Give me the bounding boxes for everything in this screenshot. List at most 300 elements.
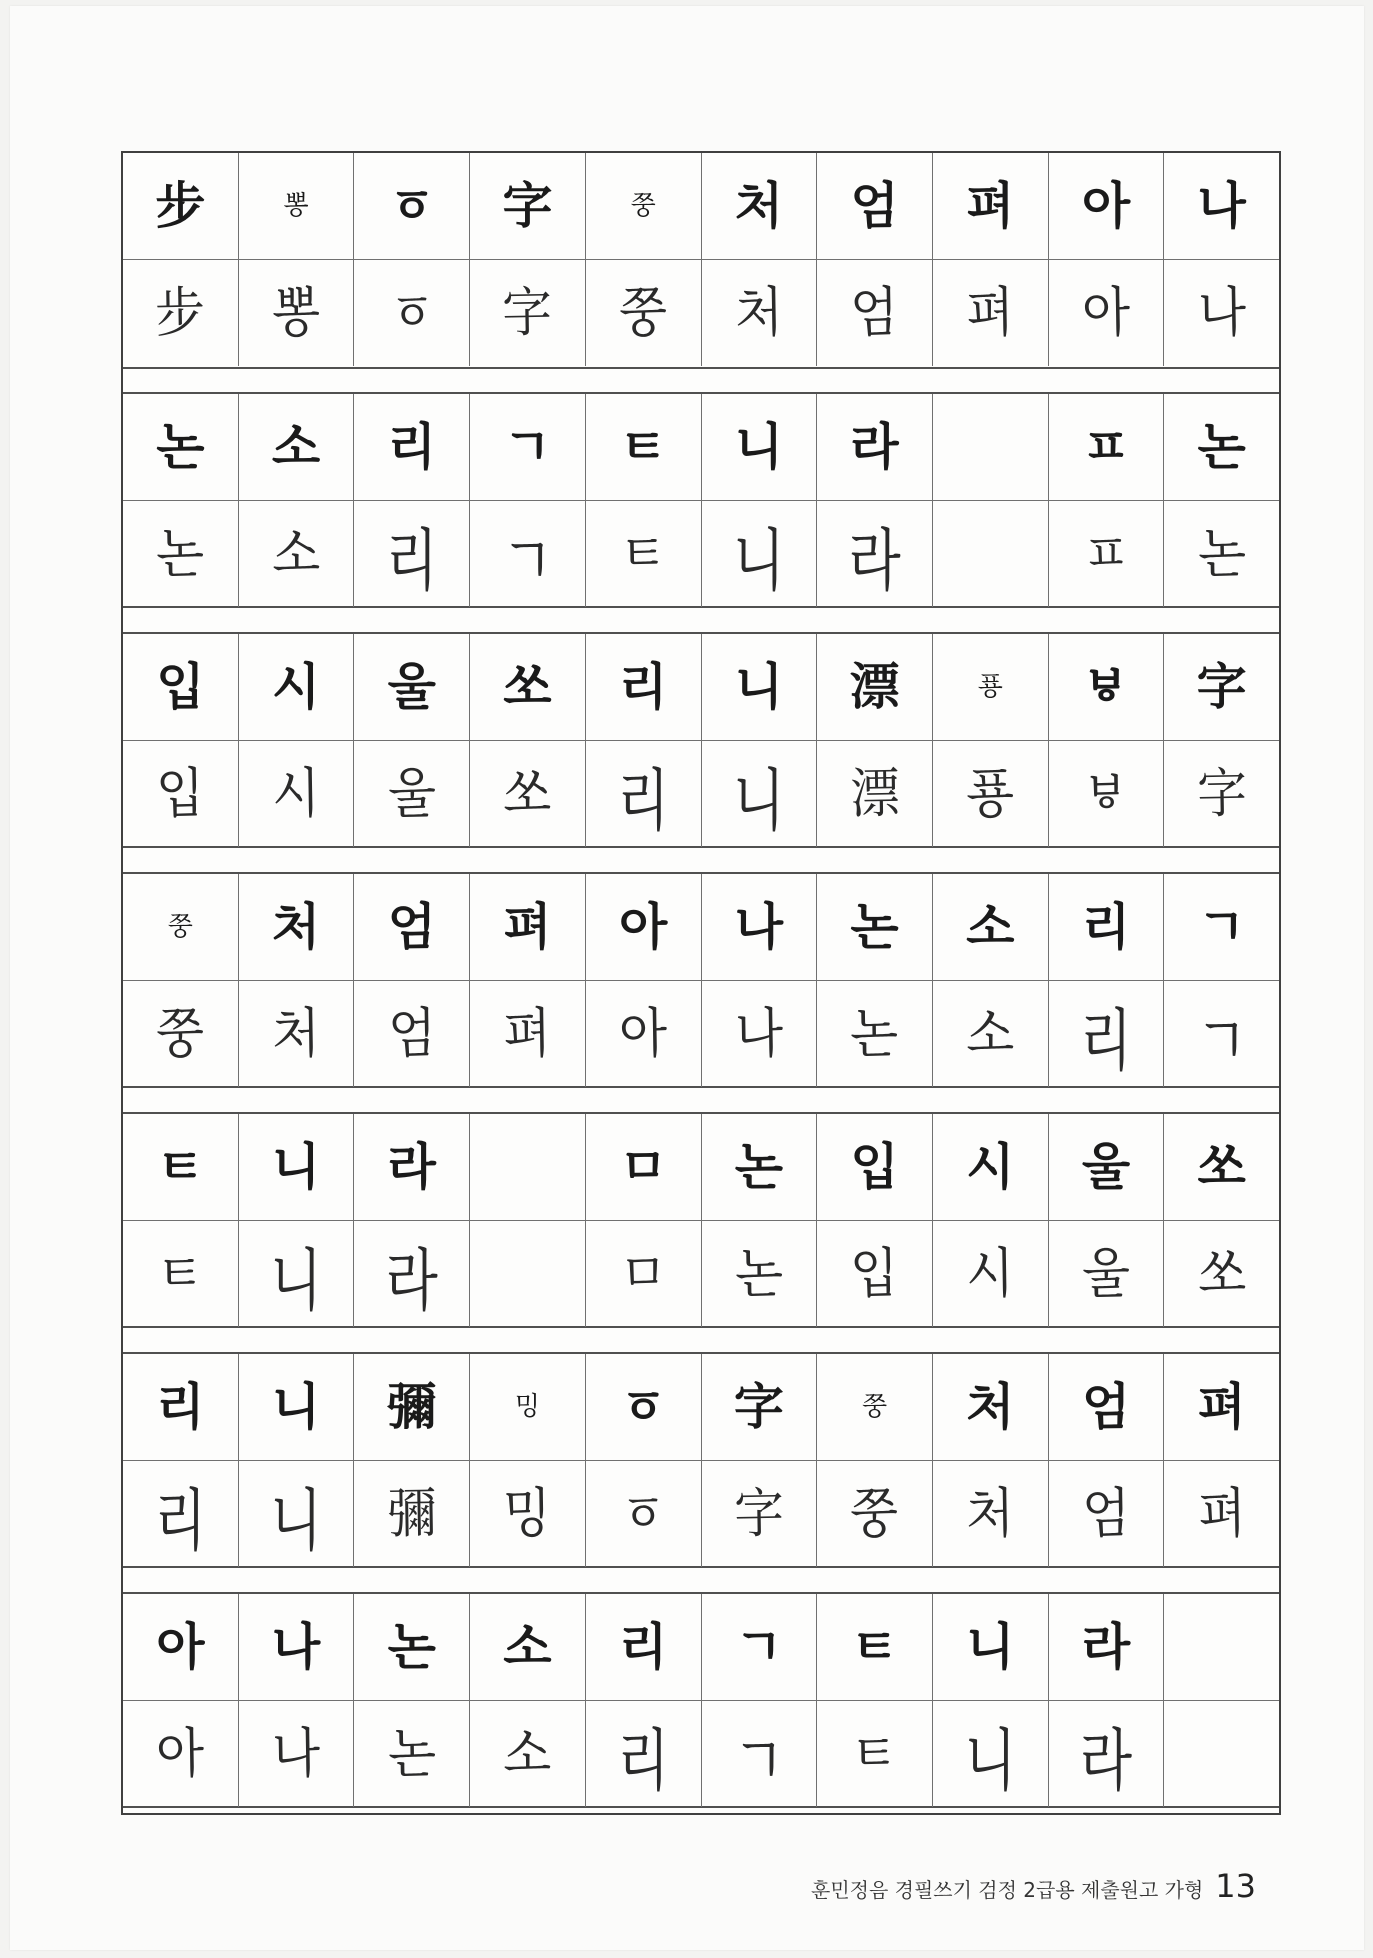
model-character: 나 bbox=[734, 898, 784, 956]
model-character: 쏘 bbox=[503, 658, 552, 716]
model-cell bbox=[123, 874, 239, 980]
handwritten-character: 푱 bbox=[965, 761, 1015, 826]
model-cell bbox=[354, 394, 470, 500]
handwritten-character: 논 bbox=[734, 1241, 784, 1306]
practice-cell bbox=[123, 1461, 239, 1567]
practice-row bbox=[123, 260, 1279, 366]
practice-row bbox=[123, 1461, 1279, 1567]
model-character: 울 bbox=[1081, 1138, 1131, 1196]
model-cell bbox=[1049, 394, 1165, 500]
grid-block-1 bbox=[123, 153, 1279, 369]
practice-cell bbox=[239, 1701, 355, 1807]
model-cell bbox=[933, 1354, 1049, 1460]
model-cell bbox=[123, 1354, 239, 1460]
handwritten-character: 리 bbox=[154, 1481, 207, 1561]
grid-block-6 bbox=[123, 1352, 1279, 1568]
model-character: 논 bbox=[734, 1138, 784, 1196]
practice-cell bbox=[817, 260, 933, 366]
model-cell bbox=[817, 1354, 933, 1460]
writing-grid bbox=[121, 151, 1281, 1815]
model-cell bbox=[123, 1594, 239, 1700]
handwritten-character: 나 bbox=[1197, 280, 1247, 345]
model-cell bbox=[1049, 1354, 1165, 1460]
practice-cell bbox=[123, 981, 239, 1087]
model-cell bbox=[817, 1114, 933, 1220]
model-cell bbox=[1049, 153, 1165, 259]
practice-cell bbox=[817, 741, 933, 847]
model-cell bbox=[1049, 634, 1165, 740]
handwritten-character: 처 bbox=[734, 280, 784, 345]
model-cell bbox=[1164, 394, 1279, 500]
model-cell bbox=[123, 394, 239, 500]
practice-cell bbox=[239, 1461, 355, 1567]
model-cell bbox=[702, 1594, 818, 1700]
handwritten-character: 아 bbox=[1081, 280, 1131, 345]
model-character: 아 bbox=[156, 1618, 205, 1676]
practice-cell bbox=[933, 981, 1049, 1087]
handwritten-character: 뽕 bbox=[271, 280, 321, 345]
model-cell bbox=[702, 153, 818, 259]
handwritten-character: 라 bbox=[848, 521, 901, 601]
practice-cell bbox=[470, 741, 586, 847]
model-cell bbox=[933, 1594, 1049, 1700]
model-character: ㅌ bbox=[619, 418, 668, 476]
model-cell bbox=[470, 153, 586, 259]
model-cell bbox=[239, 634, 355, 740]
model-character: 쏘 bbox=[1197, 1138, 1246, 1196]
handwritten-character: ㅌ bbox=[155, 1241, 205, 1306]
handwritten-character: 字 bbox=[1196, 761, 1248, 826]
model-cell bbox=[586, 153, 702, 259]
model-cell bbox=[354, 153, 470, 259]
practice-cell bbox=[239, 501, 355, 607]
practice-cell bbox=[817, 981, 933, 1087]
model-character: 리 bbox=[156, 1378, 205, 1436]
model-character: 뽕 bbox=[283, 191, 309, 221]
model-character: ㅸ bbox=[1081, 658, 1131, 716]
handwritten-character: ㄱ bbox=[1195, 1001, 1248, 1081]
model-character: 아 bbox=[1081, 177, 1131, 235]
model-cell bbox=[702, 1114, 818, 1220]
handwritten-character: 字 bbox=[502, 280, 553, 345]
handwritten-character: 리 bbox=[617, 1721, 670, 1801]
model-character: 시 bbox=[966, 1138, 1015, 1196]
practice-cell bbox=[817, 1221, 933, 1327]
model-character: 라 bbox=[1081, 1618, 1131, 1676]
model-cell bbox=[354, 634, 470, 740]
practice-cell bbox=[933, 501, 1049, 607]
practice-cell bbox=[586, 1461, 702, 1567]
practice-cell bbox=[586, 260, 702, 366]
handwritten-character: 彌 bbox=[386, 1481, 438, 1546]
practice-cell bbox=[1164, 741, 1279, 847]
model-character: 리 bbox=[619, 1618, 668, 1676]
practice-cell bbox=[702, 501, 818, 607]
practice-cell bbox=[1049, 501, 1165, 607]
model-cell bbox=[239, 153, 355, 259]
model-character: ㅍ bbox=[1081, 418, 1131, 476]
practice-cell bbox=[354, 981, 470, 1087]
model-cell bbox=[702, 874, 818, 980]
model-cell bbox=[586, 634, 702, 740]
model-character: 彌 bbox=[386, 1378, 437, 1436]
model-character: 처 bbox=[271, 898, 321, 956]
practice-cell bbox=[1049, 1461, 1165, 1567]
model-character: 울 bbox=[387, 658, 436, 716]
model-cell bbox=[817, 153, 933, 259]
model-character: 논 bbox=[156, 418, 205, 476]
handwritten-character: 리 bbox=[1079, 1001, 1133, 1081]
model-cell bbox=[470, 1354, 586, 1460]
grid-block-3 bbox=[123, 632, 1279, 848]
handwritten-character: 펴 bbox=[502, 1001, 552, 1066]
handwritten-character: 쏘 bbox=[502, 761, 552, 826]
practice-cell bbox=[586, 501, 702, 607]
practice-cell bbox=[1164, 1221, 1279, 1327]
handwritten-character: 소 bbox=[271, 521, 321, 586]
practice-cell bbox=[586, 1221, 702, 1327]
handwritten-character: 펴 bbox=[965, 280, 1015, 345]
model-character: 니 bbox=[966, 1618, 1015, 1676]
model-character: 펴 bbox=[966, 177, 1015, 235]
practice-cell bbox=[933, 741, 1049, 847]
model-character: ㆆ bbox=[619, 1378, 668, 1436]
paper-page bbox=[10, 6, 1364, 1950]
model-character: 니 bbox=[271, 1378, 321, 1436]
practice-cell bbox=[1164, 1701, 1279, 1807]
handwritten-character: 아 bbox=[618, 1001, 668, 1066]
practice-row bbox=[123, 1221, 1279, 1327]
model-cell bbox=[1164, 874, 1279, 980]
model-character: 처 bbox=[966, 1378, 1015, 1436]
model-character: 시 bbox=[271, 658, 321, 716]
handwritten-character: 리 bbox=[385, 521, 438, 601]
handwritten-character: 논 bbox=[155, 521, 205, 586]
model-cell bbox=[354, 874, 470, 980]
model-cell bbox=[239, 1594, 355, 1700]
model-character: 字 bbox=[733, 1378, 784, 1436]
model-cell bbox=[470, 874, 586, 980]
handwritten-character: 字 bbox=[733, 1481, 785, 1546]
model-character: 소 bbox=[966, 898, 1015, 956]
practice-cell bbox=[354, 260, 470, 366]
practice-cell bbox=[1164, 260, 1279, 366]
model-cell bbox=[1164, 1354, 1279, 1460]
grid-block-4 bbox=[123, 872, 1279, 1088]
practice-row bbox=[123, 741, 1279, 847]
practice-row bbox=[123, 501, 1279, 607]
handwritten-character: 쭝 bbox=[618, 280, 668, 345]
practice-cell bbox=[702, 1461, 818, 1567]
model-character: 아 bbox=[619, 898, 668, 956]
practice-cell bbox=[1049, 260, 1165, 366]
practice-cell bbox=[933, 1461, 1049, 1567]
handwritten-character: 입 bbox=[850, 1241, 900, 1306]
handwritten-character: 펴 bbox=[1197, 1481, 1247, 1546]
practice-cell bbox=[817, 501, 933, 607]
model-cell bbox=[123, 1114, 239, 1220]
model-cell bbox=[586, 1354, 702, 1460]
handwritten-character: 시 bbox=[965, 1241, 1015, 1306]
handwritten-character: ㄱ bbox=[501, 521, 554, 601]
model-cell bbox=[933, 1114, 1049, 1220]
practice-cell bbox=[586, 1701, 702, 1807]
model-cell bbox=[817, 634, 933, 740]
handwritten-character: 논 bbox=[387, 1721, 437, 1786]
model-row bbox=[123, 1594, 1279, 1701]
model-cell bbox=[702, 1354, 818, 1460]
model-character: 나 bbox=[271, 1618, 321, 1676]
model-cell bbox=[586, 394, 702, 500]
practice-cell bbox=[702, 260, 818, 366]
model-row bbox=[123, 394, 1279, 501]
model-cell bbox=[354, 1354, 470, 1460]
model-character: 字 bbox=[1196, 658, 1247, 716]
model-character: ㅌ bbox=[156, 1138, 205, 1196]
handwritten-character: 소 bbox=[502, 1721, 552, 1786]
grid-block-7 bbox=[123, 1592, 1279, 1808]
handwritten-character: 아 bbox=[155, 1721, 205, 1786]
practice-cell bbox=[354, 501, 470, 607]
model-cell bbox=[817, 874, 933, 980]
page-number: 13 bbox=[1215, 1867, 1256, 1905]
model-cell bbox=[817, 1594, 933, 1700]
handwritten-character: 처 bbox=[965, 1481, 1015, 1546]
model-cell bbox=[933, 153, 1049, 259]
model-character: 처 bbox=[734, 177, 784, 235]
model-cell bbox=[123, 634, 239, 740]
practice-cell bbox=[239, 260, 355, 366]
practice-cell bbox=[1049, 1701, 1165, 1807]
model-character: 나 bbox=[1197, 177, 1246, 235]
model-cell bbox=[1049, 1594, 1165, 1700]
handwritten-character: 밍 bbox=[502, 1481, 552, 1546]
handwritten-character: ㄱ bbox=[732, 1721, 785, 1801]
grid-block-5 bbox=[123, 1112, 1279, 1328]
handwritten-character: 엄 bbox=[387, 1001, 437, 1066]
model-cell bbox=[239, 1354, 355, 1460]
practice-cell bbox=[239, 741, 355, 847]
model-character: ㄱ bbox=[1197, 898, 1246, 956]
model-character: 리 bbox=[387, 418, 436, 476]
model-cell bbox=[586, 874, 702, 980]
model-character: 논 bbox=[387, 1618, 436, 1676]
practice-cell bbox=[817, 1461, 933, 1567]
practice-cell bbox=[470, 260, 586, 366]
practice-cell bbox=[817, 1701, 933, 1807]
model-character: 리 bbox=[619, 658, 668, 716]
model-character: ㆆ bbox=[387, 177, 436, 235]
practice-cell bbox=[470, 1461, 586, 1567]
handwritten-character: 엄 bbox=[850, 280, 900, 345]
handwritten-character: 니 bbox=[964, 1721, 1017, 1801]
practice-cell bbox=[933, 1701, 1049, 1807]
model-character: 입 bbox=[850, 1138, 899, 1196]
model-character: 라 bbox=[387, 1138, 436, 1196]
model-character: 엄 bbox=[387, 898, 436, 956]
model-cell bbox=[1049, 1114, 1165, 1220]
practice-cell bbox=[1049, 741, 1165, 847]
handwritten-character: 입 bbox=[155, 761, 205, 826]
practice-cell bbox=[354, 1221, 470, 1327]
model-cell bbox=[239, 394, 355, 500]
model-character: 논 bbox=[1197, 418, 1246, 476]
model-character: 밍 bbox=[514, 1392, 541, 1422]
practice-cell bbox=[470, 501, 586, 607]
model-character: ㅌ bbox=[850, 1618, 899, 1676]
practice-cell bbox=[702, 1221, 818, 1327]
practice-cell bbox=[354, 1461, 470, 1567]
handwritten-character: 라 bbox=[1079, 1721, 1133, 1801]
handwritten-character: 니 bbox=[732, 521, 785, 601]
handwritten-character: 나 bbox=[734, 1001, 784, 1066]
handwritten-character: 니 bbox=[732, 761, 785, 841]
practice-cell bbox=[470, 1221, 586, 1327]
handwritten-character: 쭝 bbox=[850, 1481, 900, 1546]
practice-row bbox=[123, 981, 1279, 1087]
model-cell bbox=[470, 394, 586, 500]
model-cell bbox=[1164, 634, 1279, 740]
model-character: 펴 bbox=[503, 898, 552, 956]
model-cell bbox=[123, 153, 239, 259]
model-character: 푱 bbox=[977, 672, 1003, 702]
handwritten-character: 처 bbox=[271, 1001, 321, 1066]
handwritten-character: ㆆ bbox=[618, 1481, 668, 1546]
model-character: 니 bbox=[734, 418, 784, 476]
model-cell bbox=[1164, 153, 1279, 259]
model-cell bbox=[1049, 874, 1165, 980]
practice-cell bbox=[1164, 1461, 1279, 1567]
model-character: 소 bbox=[271, 418, 321, 476]
handwritten-character: 쏘 bbox=[1197, 1241, 1247, 1306]
handwritten-character: 니 bbox=[269, 1241, 323, 1321]
model-row bbox=[123, 1114, 1279, 1221]
practice-cell bbox=[354, 741, 470, 847]
model-cell bbox=[354, 1114, 470, 1220]
model-character: 쭝 bbox=[630, 191, 656, 221]
model-character: 쭝 bbox=[167, 912, 193, 942]
model-cell bbox=[817, 394, 933, 500]
footer bbox=[811, 1867, 1256, 1905]
handwritten-character: 니 bbox=[269, 1481, 323, 1561]
model-character: ㄱ bbox=[734, 1618, 784, 1676]
practice-cell bbox=[123, 501, 239, 607]
handwritten-character: 쭝 bbox=[155, 1001, 205, 1066]
model-cell bbox=[933, 394, 1049, 500]
model-cell bbox=[470, 634, 586, 740]
model-row bbox=[123, 874, 1279, 981]
handwritten-character: 울 bbox=[1081, 1241, 1131, 1306]
handwritten-character: 엄 bbox=[1081, 1481, 1131, 1546]
model-character: 소 bbox=[503, 1618, 552, 1676]
handwritten-character: 步 bbox=[154, 280, 206, 345]
handwritten-character: ㅌ bbox=[850, 1721, 900, 1786]
model-cell bbox=[933, 634, 1049, 740]
model-character: 니 bbox=[271, 1138, 321, 1196]
model-character: 니 bbox=[734, 658, 784, 716]
handwritten-character: 라 bbox=[385, 1241, 438, 1321]
model-character: 펴 bbox=[1197, 1378, 1246, 1436]
model-cell bbox=[586, 1594, 702, 1700]
handwritten-character: 시 bbox=[271, 761, 321, 826]
practice-cell bbox=[586, 741, 702, 847]
practice-cell bbox=[123, 741, 239, 847]
model-character: 漂 bbox=[849, 658, 900, 716]
practice-cell bbox=[123, 1221, 239, 1327]
practice-cell bbox=[123, 1701, 239, 1807]
handwritten-character: ㅌ bbox=[618, 521, 668, 586]
model-character: 엄 bbox=[1081, 1378, 1131, 1436]
model-cell bbox=[239, 874, 355, 980]
model-character: ㄱ bbox=[503, 418, 552, 476]
handwritten-character: 소 bbox=[965, 1001, 1015, 1066]
model-character: 字 bbox=[502, 177, 553, 235]
practice-cell bbox=[702, 741, 818, 847]
model-cell bbox=[470, 1594, 586, 1700]
model-character: 步 bbox=[155, 177, 206, 235]
model-cell bbox=[702, 394, 818, 500]
practice-cell bbox=[470, 1701, 586, 1807]
handwritten-character: 울 bbox=[387, 761, 437, 826]
practice-row bbox=[123, 1701, 1279, 1807]
practice-cell bbox=[470, 981, 586, 1087]
model-cell bbox=[239, 1114, 355, 1220]
handwritten-character: 나 bbox=[271, 1721, 321, 1786]
practice-cell bbox=[1049, 1221, 1165, 1327]
handwritten-character: 논 bbox=[1197, 521, 1247, 586]
model-cell bbox=[933, 874, 1049, 980]
practice-cell bbox=[239, 1221, 355, 1327]
model-row bbox=[123, 153, 1279, 260]
model-character: 논 bbox=[850, 898, 899, 956]
practice-cell bbox=[354, 1701, 470, 1807]
footer-title: 훈민정음 경필쓰기 검정 2급용 제출원고 가형 bbox=[811, 1878, 1204, 1902]
handwritten-character: 리 bbox=[617, 761, 670, 841]
practice-cell bbox=[239, 981, 355, 1087]
handwritten-character: ㅸ bbox=[1081, 761, 1131, 826]
grid-block-2 bbox=[123, 392, 1279, 608]
practice-cell bbox=[933, 260, 1049, 366]
model-character: 입 bbox=[156, 658, 205, 716]
practice-cell bbox=[1049, 981, 1165, 1087]
practice-cell bbox=[702, 981, 818, 1087]
practice-cell bbox=[1164, 501, 1279, 607]
handwritten-character: 漂 bbox=[849, 761, 900, 826]
practice-cell bbox=[586, 981, 702, 1087]
model-character: 라 bbox=[850, 418, 899, 476]
model-row bbox=[123, 1354, 1279, 1461]
model-character: 엄 bbox=[850, 177, 899, 235]
model-cell bbox=[586, 1114, 702, 1220]
practice-cell bbox=[702, 1701, 818, 1807]
model-cell bbox=[1164, 1594, 1279, 1700]
model-cell bbox=[1164, 1114, 1279, 1220]
handwritten-character: 논 bbox=[850, 1001, 900, 1066]
model-character: ㅁ bbox=[619, 1138, 668, 1196]
model-character: 리 bbox=[1081, 898, 1131, 956]
model-character: 쭝 bbox=[862, 1392, 888, 1422]
handwritten-character: ㆆ bbox=[387, 280, 437, 345]
practice-cell bbox=[1164, 981, 1279, 1087]
handwritten-character: ㅍ bbox=[1081, 521, 1131, 586]
model-cell bbox=[354, 1594, 470, 1700]
model-row bbox=[123, 634, 1279, 741]
practice-cell bbox=[933, 1221, 1049, 1327]
model-cell bbox=[470, 1114, 586, 1220]
practice-cell bbox=[123, 260, 239, 366]
handwritten-character: ㅁ bbox=[618, 1241, 668, 1306]
model-cell bbox=[702, 634, 818, 740]
